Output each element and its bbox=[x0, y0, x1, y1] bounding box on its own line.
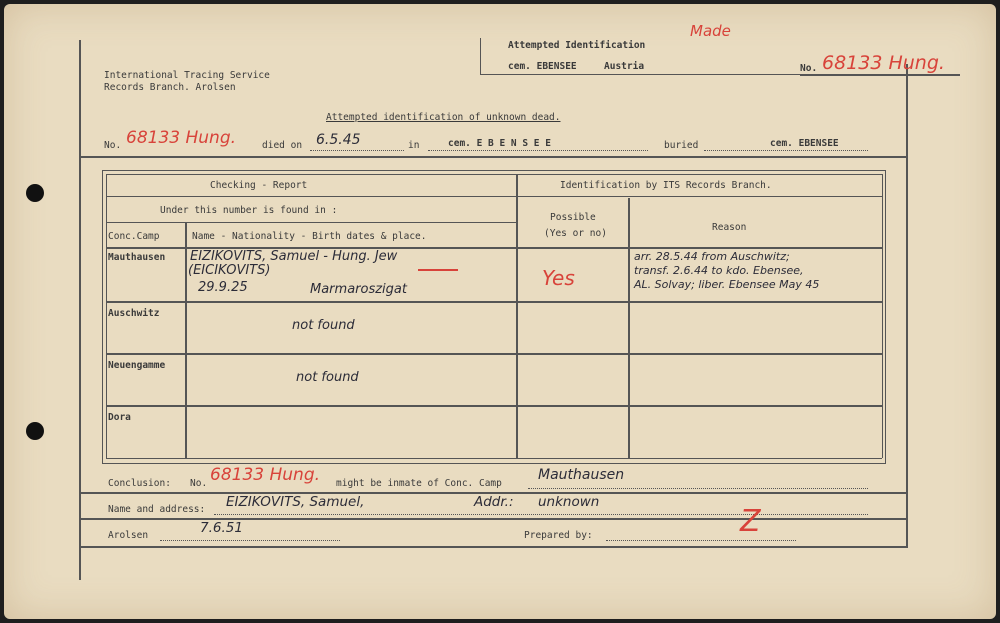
under-number-header: Under this number is found in : bbox=[160, 205, 338, 216]
header-box-country: Austria bbox=[604, 61, 645, 72]
org-line-2: Records Branch. Arolsen bbox=[104, 82, 236, 93]
row-birth-place: Marmaroszigat bbox=[310, 282, 407, 297]
died-no-label: No. bbox=[104, 140, 122, 151]
conclusion-label: Conclusion: bbox=[108, 478, 171, 489]
made-note: Made bbox=[690, 22, 731, 40]
row-name-line1: EIZIKOVITS, Samuel - Hung. Jew bbox=[190, 249, 398, 264]
buried-label: buried bbox=[664, 140, 699, 151]
right-frame-line bbox=[906, 64, 908, 546]
header-no-value: 68133 Hung. bbox=[822, 52, 945, 74]
table-inner-right bbox=[882, 174, 883, 458]
conclusion-no-label: No. bbox=[190, 478, 208, 489]
nationality-underline bbox=[418, 269, 458, 271]
addr-value: unknown bbox=[538, 494, 600, 510]
table-row-line-4 bbox=[106, 301, 882, 303]
row-auschwitz-result: not found bbox=[292, 318, 355, 333]
table-inner-top bbox=[106, 174, 882, 175]
conclusion-camp-value: Mauthausen bbox=[538, 467, 625, 483]
row-camp-neuengamme: Neuengamme bbox=[108, 360, 166, 371]
table-inner-bottom bbox=[106, 458, 882, 459]
row-neuengamme-result: not found bbox=[296, 370, 359, 385]
footer-rule bbox=[80, 546, 908, 548]
punch-hole-bottom bbox=[26, 422, 44, 440]
in-label: in bbox=[408, 140, 420, 151]
name-address-label: Name and address: bbox=[108, 504, 206, 515]
checking-report-header: Checking - Report bbox=[210, 180, 308, 191]
conclusion-no-value: 68133 Hung. bbox=[210, 465, 321, 485]
header-box-title: Attempted Identification bbox=[508, 40, 646, 51]
table-row-line-5 bbox=[106, 353, 882, 355]
buried-value: cem. EBENSEE bbox=[770, 138, 839, 149]
died-row-rule bbox=[80, 156, 908, 158]
table-divider-reason bbox=[628, 198, 630, 458]
row-name-line2: (EICIKOVITS) bbox=[188, 263, 271, 278]
name-address-value: EIZIKOVITS, Samuel, bbox=[226, 494, 365, 510]
died-on-dots bbox=[310, 150, 404, 151]
table-row-line-1 bbox=[106, 196, 882, 197]
died-no-value: 68133 Hung. bbox=[126, 128, 237, 148]
name-address-dots bbox=[214, 514, 868, 515]
record-card bbox=[4, 4, 996, 619]
col-camp-header: Conc.Camp bbox=[108, 231, 160, 242]
conclusion-text: might be inmate of Conc. Camp bbox=[336, 478, 502, 489]
row-camp-auschwitz: Auschwitz bbox=[108, 308, 160, 319]
header-right-rule bbox=[800, 74, 960, 76]
header-box-place: cem. EBENSEE bbox=[508, 61, 577, 72]
prepared-by-label: Prepared by: bbox=[524, 530, 593, 541]
table-inner-left bbox=[106, 174, 107, 458]
table-row-line-2 bbox=[106, 222, 516, 223]
col-name-header: Name - Nationality - Birth dates & place. bbox=[192, 231, 427, 242]
row-camp-dora: Dora bbox=[108, 412, 131, 423]
org-line-1: International Tracing Service bbox=[104, 70, 270, 81]
col-reason-header: Reason bbox=[712, 222, 747, 233]
table-row-line-6 bbox=[106, 405, 882, 407]
died-on-value: 6.5.45 bbox=[316, 132, 361, 148]
died-on-label: died on bbox=[262, 140, 303, 151]
row-reason-line1: arr. 28.5.44 from Auschwitz; bbox=[634, 250, 790, 263]
punch-hole-top bbox=[26, 184, 44, 202]
row-birth-date: 29.9.25 bbox=[198, 280, 248, 295]
col-possible-header-1: Possible bbox=[550, 212, 596, 223]
ident-header: Identification by ITS Records Branch. bbox=[560, 180, 772, 191]
footer-place-label: Arolsen bbox=[108, 530, 149, 541]
table-divider-camp bbox=[185, 222, 187, 458]
conclusion-dots bbox=[528, 488, 868, 489]
left-frame-line bbox=[79, 40, 81, 580]
prepared-by-initial: Z bbox=[740, 504, 761, 539]
addr-label: Addr.: bbox=[474, 494, 514, 510]
in-value: cem. E B E N S E E bbox=[448, 138, 551, 149]
in-dots bbox=[428, 150, 648, 151]
col-possible-header-2: (Yes or no) bbox=[544, 228, 607, 239]
footer-date-value: 7.6.51 bbox=[200, 520, 243, 536]
document-title: Attempted identification of unknown dead. bbox=[326, 112, 561, 123]
buried-dots bbox=[704, 150, 868, 151]
prepared-by-dots bbox=[606, 540, 796, 541]
table-divider-main bbox=[516, 174, 518, 458]
row-reason-line2: transf. 2.6.44 to kdo. Ebensee, bbox=[634, 264, 804, 277]
footer-date-dots bbox=[160, 540, 340, 541]
header-no-label: No. bbox=[800, 63, 818, 74]
row-reason-line3: AL. Solvay; liber. Ebensee May 45 bbox=[634, 278, 820, 291]
row-possible-yes: Yes bbox=[542, 266, 575, 290]
row-camp-mauthausen: Mauthausen bbox=[108, 252, 166, 263]
